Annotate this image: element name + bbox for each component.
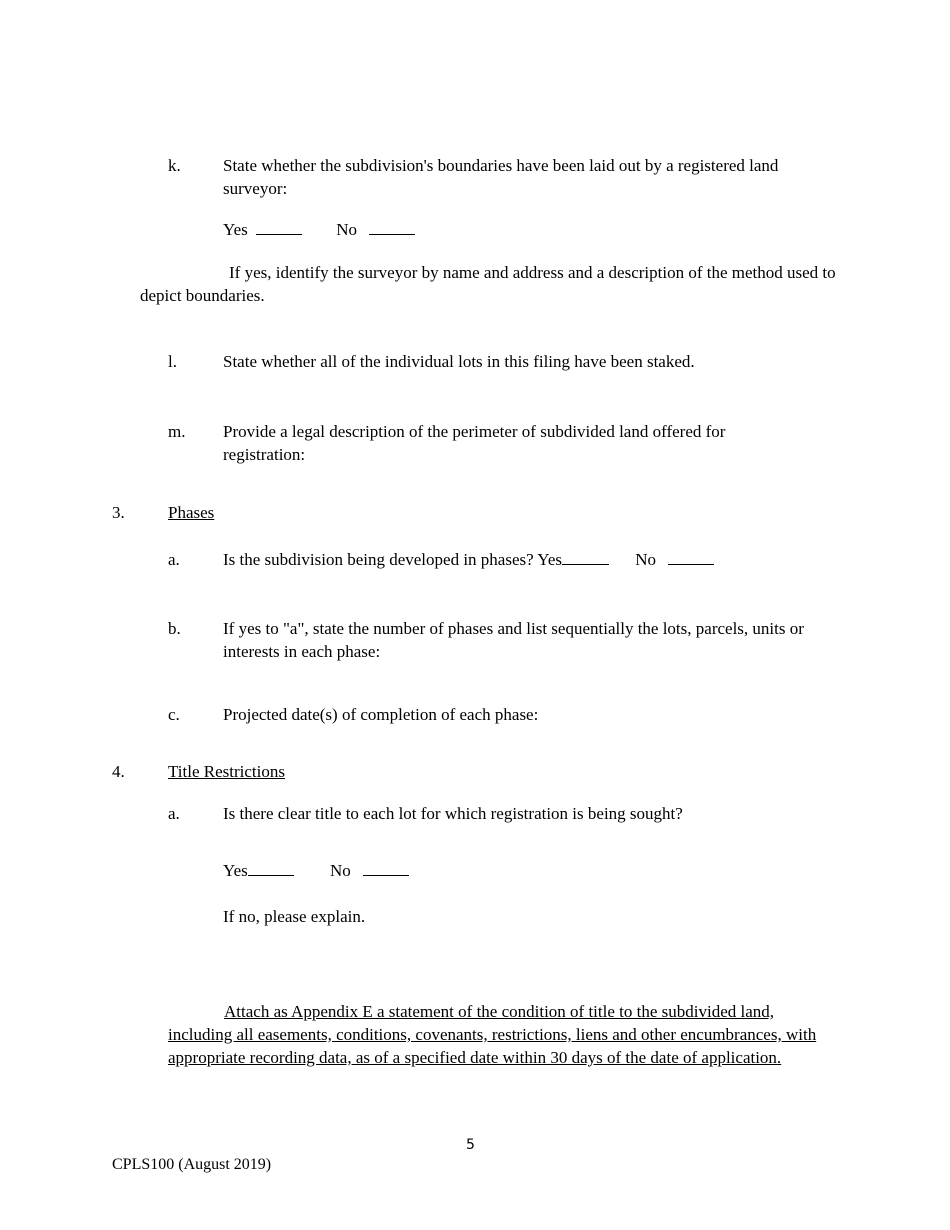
section-3-number: 3. <box>112 503 125 522</box>
section-4a-explain: If no, please explain. <box>223 907 366 926</box>
item-l-letter: l. <box>168 352 177 371</box>
section-4a-yes-blank[interactable] <box>248 860 294 876</box>
section-3a-letter: a. <box>168 550 180 569</box>
item-k-yes-label: Yes <box>223 220 248 239</box>
appendix-e-instruction: Attach as Appendix E a statement of the condition of title to the subdivided land, including all easements, conditions, covenants, restrictions, liens and other encumbrances, with appropriate recording data, as of a specified date within 30 days of the date of application. <box>168 1002 817 1067</box>
item-k-yes-no-row <box>223 218 415 241</box>
item-k-yes-blank[interactable] <box>256 219 302 235</box>
section-3b-letter: b. <box>168 619 181 638</box>
item-m-text: Provide a legal description of the perimeter of subdivided land offered for registration: <box>223 422 726 464</box>
section-3a-yes-blank[interactable] <box>562 549 609 565</box>
section-4a-letter: a. <box>168 804 180 823</box>
item-k-no-blank[interactable] <box>369 219 415 235</box>
section-3-title: Phases <box>168 503 215 522</box>
section-3c-letter: c. <box>168 705 180 724</box>
section-3a-row <box>223 548 714 571</box>
section-4a-yes-label: Yes <box>223 861 248 880</box>
form-id: CPLS100 (August 2019) <box>112 1156 272 1173</box>
section-3a-no-label: No <box>635 550 657 569</box>
item-l-text: State whether all of the individual lots in this filing have been staked. <box>223 352 695 371</box>
page-number: 5 <box>466 1137 475 1153</box>
item-k-followup: If yes, identify the surveyor by name and address and a description of the method used to depict boundaries. <box>140 263 836 305</box>
section-4a-no-label: No <box>330 861 351 880</box>
item-k-text: State whether the subdivision's boundaries have been laid out by a registered land surveyor: <box>223 156 779 198</box>
item-m-letter: m. <box>168 422 186 441</box>
section-4a-yes-no-row <box>223 859 409 882</box>
section-3a-text: Is the subdivision being developed in phases? Yes <box>223 550 563 569</box>
section-4a-no-blank[interactable] <box>363 860 409 876</box>
section-3a-no-blank[interactable] <box>668 549 714 565</box>
section-3c-text: Projected date(s) of completion of each phase: <box>223 705 539 724</box>
section-4a-text: Is there clear title to each lot for which registration is being sought? <box>223 804 683 823</box>
item-k-no-label: No <box>336 220 358 239</box>
section-4-number: 4. <box>112 762 125 781</box>
item-k-letter: k. <box>168 156 181 175</box>
section-3b-text: If yes to "a", state the number of phases and list sequentially the lots, parcels, units or interests in each phase: <box>223 619 804 661</box>
section-4-title: Title Restrictions <box>168 762 285 781</box>
